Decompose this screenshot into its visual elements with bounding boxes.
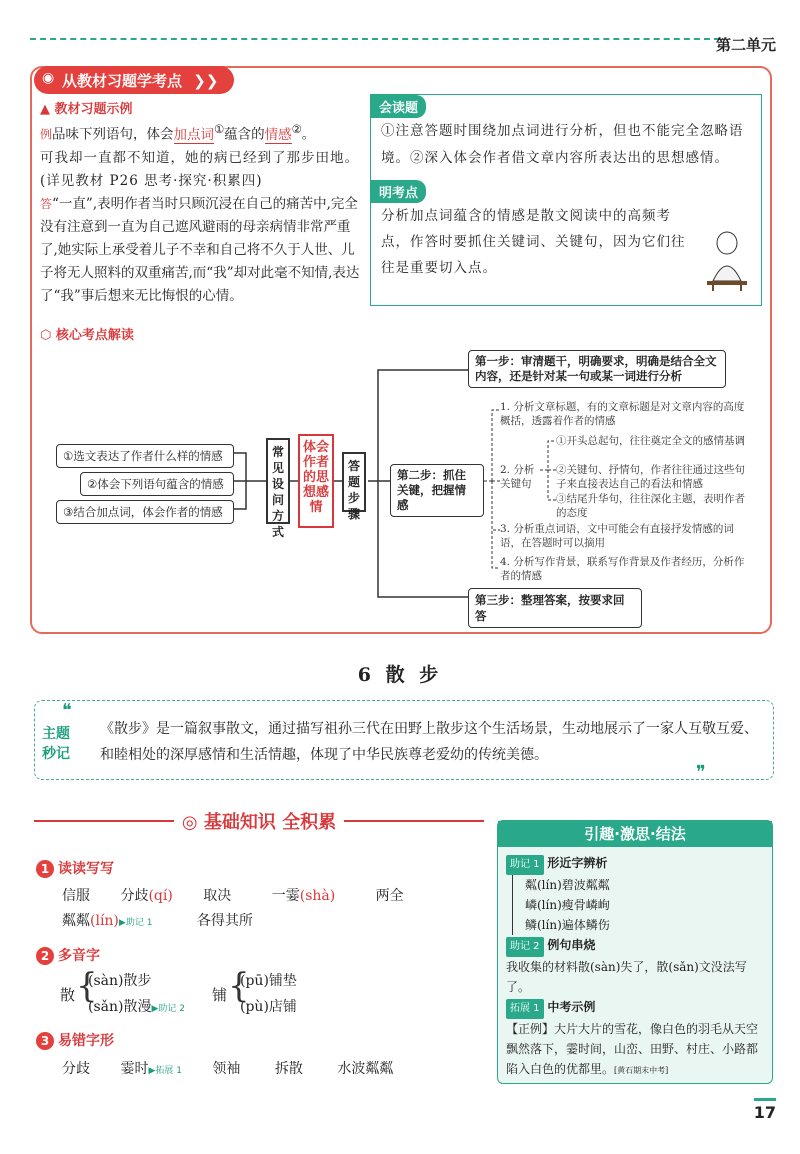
polyphone-1-char: 散 bbox=[60, 986, 76, 1004]
step2-item-1: 1. 分析文章标题，有的文章标题是对文章内容的高度概括，透露着作者的情感 bbox=[500, 401, 745, 427]
quote-open-icon: ❝ bbox=[62, 700, 72, 721]
question-form-2: ②体会下列语句蕴含的情感 bbox=[80, 472, 234, 496]
step-3: 第三步：整理答案，按要求回答 bbox=[468, 588, 642, 628]
brace-icon: { bbox=[76, 966, 98, 1006]
example-answer: 答“一直”,表明作者当时只顾沉浸在自己的痛苦中,完全没有注意到一直为自己遮风避雨的母亲病情非常严重了,她实际上承受着儿子不幸和自己将不久于人世、儿子将无人照料的双重痛苦,而“我”却对此毫不知情,表达了“我”事后想来无比悔恨的心情。 bbox=[40, 195, 360, 304]
question-form-1: ①选文表达了作者什么样的情感 bbox=[56, 444, 234, 468]
unit-label: 第二单元 bbox=[715, 36, 776, 54]
spiral-icon: ◎ bbox=[181, 812, 198, 833]
word-row-2: 粼粼(lín)▶助记 1 各得其所 bbox=[62, 913, 253, 929]
step2-item-2: 2. 分析关键句 bbox=[500, 464, 535, 490]
polyphone-2-char: 铺 bbox=[212, 986, 228, 1004]
h-error-chars: 3 易错字形 bbox=[36, 1030, 114, 1050]
h-polyphone: 2 多音字 bbox=[36, 945, 100, 965]
polyphone-1a: (sàn)散步 bbox=[88, 973, 152, 989]
point-tag: 明考点 bbox=[371, 180, 426, 203]
h-read-write: 1 读读写写 bbox=[36, 858, 114, 878]
panel-section-3: 拓展 1 中考示例 bbox=[506, 997, 764, 1019]
chevron-icon: ❯❯ bbox=[193, 72, 219, 90]
center-topic-box: 体会作者的思想感情 bbox=[298, 434, 334, 528]
polyphone-2a: (pū)铺垫 bbox=[240, 973, 297, 989]
bulb-icon: ◉ bbox=[42, 70, 55, 86]
step2-item-4: 4. 分析写作背景，联系写作背景及作者经历，分析作者的情感 bbox=[500, 556, 745, 582]
step2-item-2b: ②关键句、抒情句，作者往往通过这些句子来直接表达自己的看法和情感 bbox=[556, 464, 745, 490]
steps-box: 答题步骤 bbox=[342, 452, 366, 512]
summary-text: 《散步》是一篇叙事散文，通过描写祖孙三代在田野上散步这个生活场景，生动地展示了一家人互敬互爱、和睦相处的深厚感情和生活情趣，体现了中华民族尊老爱幼的传统美德。 bbox=[100, 721, 758, 763]
summary-label: 主题秒记 bbox=[42, 726, 70, 762]
error-char-row: 分歧 霎时▶拓展 1 领袖 拆散 水波粼粼 bbox=[62, 1061, 394, 1077]
common-forms-box: 常见设问方式 bbox=[266, 438, 290, 524]
step2-item-2a: ①开头总起句，往往奠定全文的感情基调 bbox=[556, 435, 745, 447]
example-heading: ▲ 教材习题示例 bbox=[40, 102, 133, 117]
panel-section-2: 助记 2 例句串烧 bbox=[506, 935, 764, 957]
panel-lines: 粼(lín)碧波粼粼 嶙(lín)瘦骨嶙峋 鳞(lín)遍体鳞伤 bbox=[512, 875, 764, 935]
polyphone-1b: (sǎn)散漫▶助记 2 bbox=[88, 999, 185, 1015]
read-tag: 会读题 bbox=[371, 95, 426, 118]
step2-item-2c: ③结尾升华句，往往深化主题，表明作者的态度 bbox=[556, 493, 745, 519]
lesson-title: 6 散 步 bbox=[357, 664, 443, 686]
basics-heading: ◎ 基础知识 全积累 bbox=[34, 808, 484, 834]
brace-icon-2: { bbox=[228, 966, 250, 1006]
question-form-3: ③结合加点词，体会作者的情感 bbox=[56, 500, 234, 524]
step-2: 第二步：抓住关键，把握情感 bbox=[390, 464, 484, 517]
example-sentence: 可我却一直都不知道，她的病已经到了那步田地。(详见教材 P26 思考·探究·积累四) bbox=[40, 149, 359, 189]
example-question: 例品味下列语句，体会加点词①蕴含的情感②。 bbox=[40, 123, 316, 143]
panel-section-1: 助记 1 形近字辨析 bbox=[506, 853, 764, 875]
quote-close-icon: ❞ bbox=[696, 762, 706, 783]
word-row-1: 信服 分歧(qí) 取决 一霎(shà) 两全 bbox=[62, 888, 404, 904]
panel-title: 引趣·激思·结法 bbox=[498, 821, 772, 847]
read-text: ①注意答题时围绕加点词进行分析，但也不能完全忽略语境。②深入体会作者借文章内容所表达出的思想感情。 bbox=[381, 123, 744, 166]
step2-item-3: 3. 分析重点词语，文中可能会有直接抒发情感的词语，在答题时可以摘用 bbox=[500, 523, 734, 549]
polyphone-2b: (pù)店铺 bbox=[240, 999, 297, 1015]
panel-section-2-text: 我收集的材料散(sàn)失了，散(sǎn)文没法写了。 bbox=[506, 960, 747, 994]
panel-section-3-text: 【正例】大片大片的雪花，像白色的羽毛从天空飘然落下，霎时间，山峦、田野、村庄、小路都陷入白色的优都里。[黄石期末中考] bbox=[506, 1022, 759, 1076]
step-1: 第一步：审清题干，明确要求，明确是结合全文内容，还是针对某一句或某一词进行分析 bbox=[468, 350, 726, 388]
point-text: 分析加点词蕴含的情感是散文阅读中的高频考点，作答时要抓住关键词、关键句，因为它们往往是重要切入点。 bbox=[381, 208, 686, 276]
page-number: 17 bbox=[754, 1098, 776, 1122]
banner-text: 从教材习题学考点 bbox=[62, 72, 183, 90]
core-heading: ⬡ 核心考点解读 bbox=[40, 328, 134, 343]
tips-panel bbox=[497, 820, 773, 1084]
